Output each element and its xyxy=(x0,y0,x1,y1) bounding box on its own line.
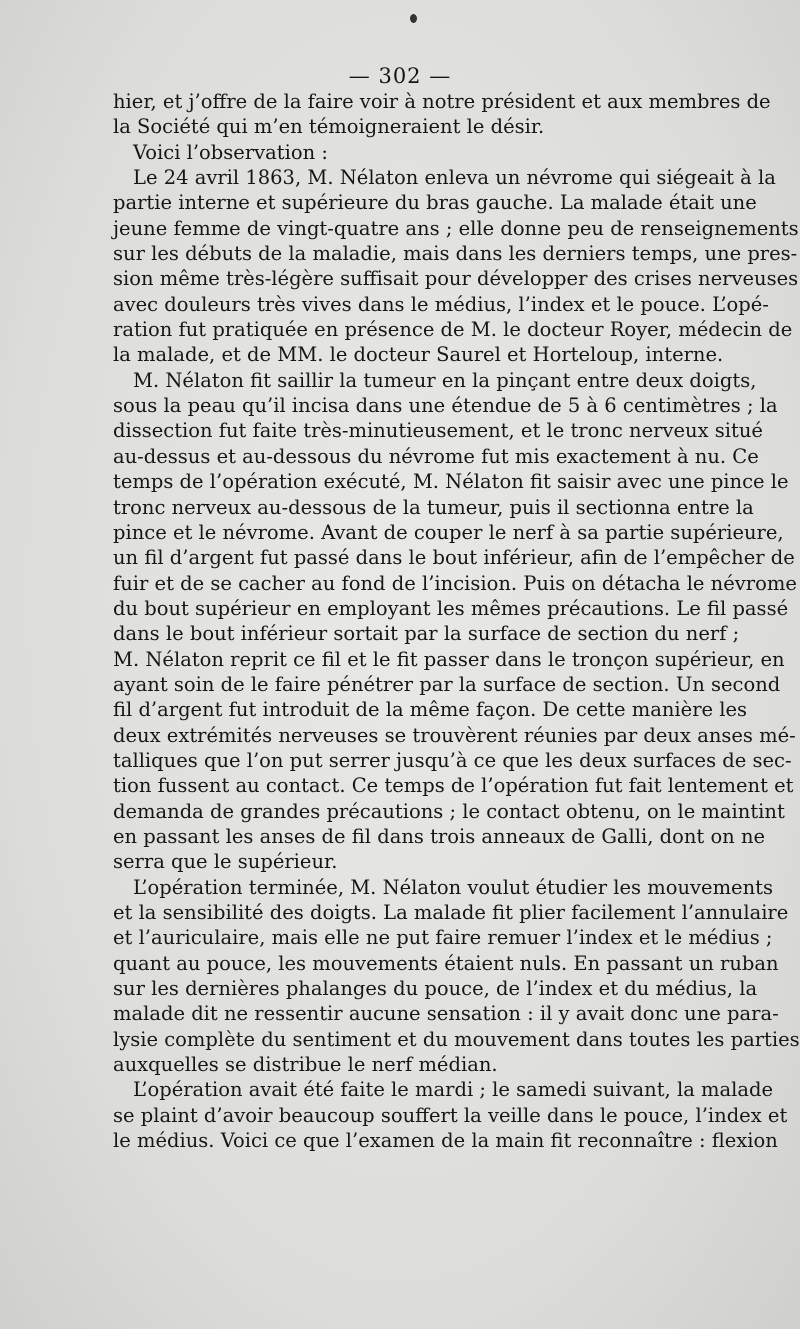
text-line: fil d’argent fut introduit de la même façon. De cette manière les xyxy=(113,698,748,722)
text-line: au-dessus et au-dessous du névrome fut mis exactement à nu. Ce xyxy=(113,444,759,468)
text-line: temps de l’opération exécuté, M. Nélaton fit saisir avec une pince le xyxy=(113,470,789,494)
text-line: talliques que l’on put serrer jusqu’à ce que les deux surfaces de sec- xyxy=(113,748,792,772)
body-text xyxy=(113,89,800,1153)
text-line: ayant soin de le faire pénétrer par la surface de section. Un second xyxy=(113,672,781,696)
text-line: dans le bout inférieur sortait par la surface de section du nerf ; xyxy=(113,622,740,646)
text-line: deux extrémités nerveuses se trouvèrent réunies par deux anses mé- xyxy=(113,723,796,747)
text-line: demanda de grandes précautions ; le contact obtenu, on le maintint xyxy=(113,799,785,823)
text-line: L’opération avait été faite le mardi ; le samedi suivant, la malade xyxy=(133,1078,774,1102)
text-line: sous la peau qu’il incisa dans une étendue de 5 à 6 centimètres ; la xyxy=(113,394,778,418)
page-number: — 302 — xyxy=(348,64,452,88)
text-line: sion même très-légère suffisait pour développer des crises nerveuses xyxy=(113,267,799,291)
text-line: un fil d’argent fut passé dans le bout inférieur, afin de l’empêcher de xyxy=(113,546,795,570)
text-line: en passant les anses de fil dans trois anneaux de Galli, dont on ne xyxy=(113,824,766,848)
text-line: partie interne et supérieure du bras gauche. La malade était une xyxy=(113,191,757,215)
text-line: ration fut pratiquée en présence de M. le docteur Royer, médecin de xyxy=(113,318,793,342)
text-line: malade dit ne ressentir aucune sensation : il y avait donc une para- xyxy=(113,1002,779,1026)
text-line: se plaint d’avoir beaucoup souffert la veille dans le pouce, l’index et xyxy=(113,1103,788,1127)
text-line: la malade, et de MM. le docteur Saurel et Horteloup, interne. xyxy=(113,343,724,367)
text-line: hier, et j’offre de la faire voir à notre président et aux membres de xyxy=(113,90,771,113)
text-line: sur les dernières phalanges du pouce, de l’index et du médius, la xyxy=(113,977,758,1001)
text-line: du bout supérieur en employant les mêmes précautions. Le fil passé xyxy=(113,596,789,620)
text-line: dissection fut faite très-minutieusement, et le tronc nerveux situé xyxy=(113,419,763,443)
text-line: fuir et de se cacher au fond de l’incision. Puis on détacha le névrome xyxy=(113,571,797,595)
text-line: et l’auriculaire, mais elle ne put faire remuer l’index et le médius ; xyxy=(113,926,773,950)
text-line: avec douleurs très vives dans le médius, l’index et le pouce. L’opé- xyxy=(113,292,769,316)
text-line: serra que le supérieur. xyxy=(113,850,338,874)
text-line: quant au pouce, les mouvements étaient nuls. En passant un ruban xyxy=(113,951,779,975)
text-line: sur les débuts de la maladie, mais dans les derniers temps, une pres- xyxy=(113,242,798,266)
text-line: M. Nélaton fit saillir la tumeur en la pinçant entre deux doigts, xyxy=(133,368,757,392)
text-line: auxquelles se distribue le nerf médian. xyxy=(113,1053,498,1077)
text-line: L’opération terminée, M. Nélaton voulut étudier les mouvements xyxy=(133,875,773,899)
text-line: tronc nerveux au-dessous de la tumeur, puis il sectionna entre la xyxy=(113,495,754,519)
text-line: M. Nélaton reprit ce fil et le fit passer dans le tronçon supérieur, en xyxy=(113,647,785,671)
text-line: pince et le névrome. Avant de couper le nerf à sa partie supérieure, xyxy=(113,520,784,544)
text-line: Voici l’observation : xyxy=(133,140,328,164)
text-line: lysie complète du sentiment et du mouvement dans toutes les parties xyxy=(113,1027,800,1051)
text-line: la Société qui m’en témoigneraient le désir. xyxy=(113,115,545,139)
text-line: et la sensibilité des doigts. La malade fit plier facilement l’annulaire xyxy=(113,901,789,924)
ink-speck xyxy=(410,14,417,23)
text-line: tion fussent au contact. Ce temps de l’opération fut fait lentement et xyxy=(113,774,794,798)
text-line: Le 24 avril 1863, M. Nélaton enleva un névrome qui siégeait à la xyxy=(133,166,776,190)
text-line: le médius. Voici ce que l’examen de la main fit reconnaître : flexion xyxy=(113,1129,778,1153)
text-line: jeune femme de vingt-quatre ans ; elle donne peu de renseignements xyxy=(113,216,799,240)
